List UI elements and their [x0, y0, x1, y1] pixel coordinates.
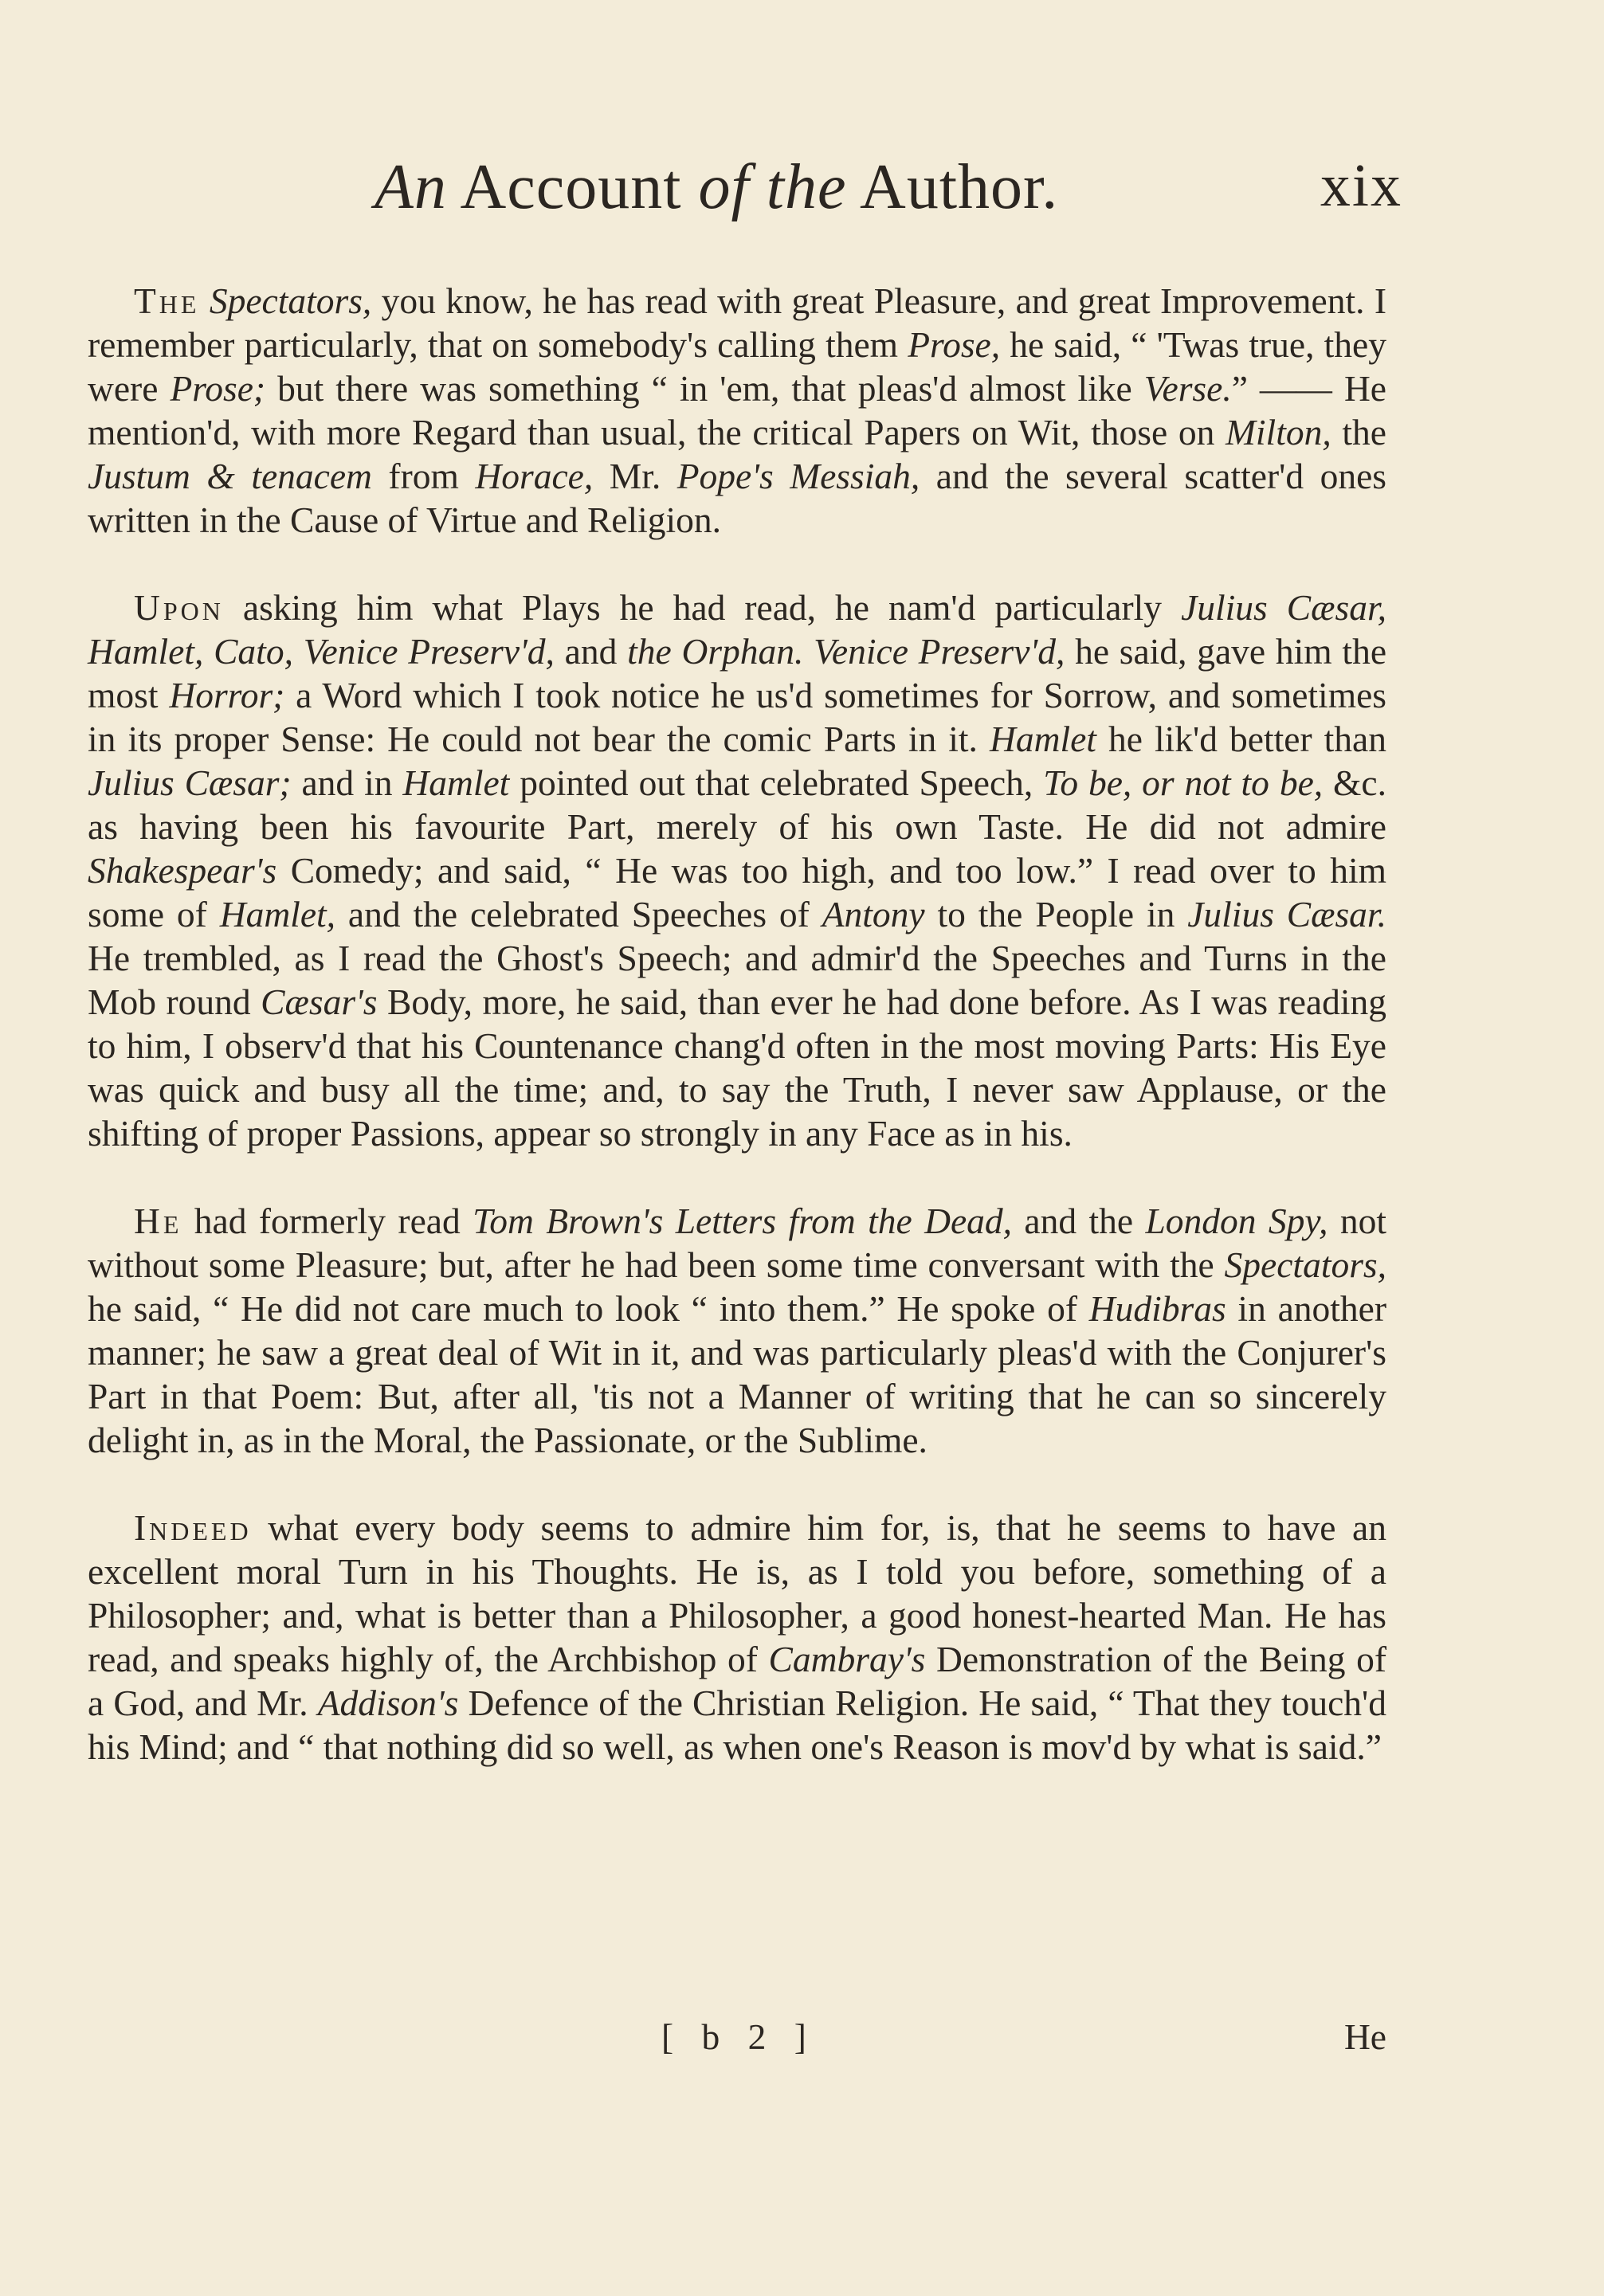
- text-run: ” —— He mention'd, with more Regard than usual, the critical Papers on Wit, those on: [88, 368, 1387, 453]
- paragraph: [88, 586, 1386, 1155]
- italic-text: Tom Brown's Letters from the Dead,: [473, 1201, 1013, 1241]
- italic-text: To be, or not to be,: [1043, 762, 1324, 803]
- body-text: [88, 279, 1386, 1812]
- paragraph: [88, 1199, 1386, 1462]
- text-run: [199, 280, 209, 321]
- text-run: He trembled, as I read the Ghost's Speech; and admir'd the Speeches and Turns in the Mob round: [88, 938, 1386, 1022]
- text-run: in another manner; he saw a great deal of Wit in it, and was particularly pleas'd with the Conjurer's Part in that Poem: But, after all, 'tis not a Manner of writing that he can so sincerely delight in, as in the Moral, the Passionate, or the Sublime.: [88, 1288, 1386, 1460]
- italic-text: Julius Cæsar, Hamlet, Cato, Venice Preserv'd,: [88, 587, 1386, 672]
- italic-text: Verse.: [1143, 368, 1232, 409]
- text-run: and the celebrated Speeches of: [335, 894, 822, 934]
- italic-text: Shakespear's: [88, 850, 277, 891]
- italic-text: Hamlet,: [219, 894, 336, 934]
- text-run: and in: [291, 762, 403, 803]
- running-title: [375, 151, 1058, 224]
- italic-text: Cæsar's: [261, 981, 378, 1022]
- text-run: Demonstration of the Being of a God, and Mr.: [88, 1639, 1386, 1723]
- running-title-account: Account: [460, 152, 682, 222]
- text-run: but there was something “ in 'em, that pleas'd almost like: [265, 368, 1144, 409]
- italic-text: Prose,: [908, 324, 1001, 365]
- running-title-author: Author.: [860, 152, 1059, 222]
- paragraph-lead-word: Indeed: [134, 1507, 252, 1548]
- italic-text: Hamlet: [402, 762, 510, 803]
- italic-text: Horace,: [475, 456, 594, 496]
- text-run: he lik'd better than: [1096, 719, 1386, 759]
- italic-text: Julius Cæsar;: [88, 762, 292, 803]
- italic-text: Pope's Messiah,: [677, 456, 920, 496]
- text-run: and: [554, 631, 628, 672]
- running-header: [375, 151, 1402, 239]
- text-run: he said, gave him the most: [88, 631, 1387, 715]
- text-run: had formerly read: [182, 1201, 473, 1241]
- paragraph: [88, 279, 1386, 542]
- text-run: &c. as having been his favourite Part, merely of his own Taste. He did not admire: [88, 762, 1387, 847]
- text-run: the: [1331, 412, 1386, 453]
- text-run: from: [371, 456, 476, 496]
- signature-mark: [ b 2 ]: [661, 2016, 816, 2057]
- italic-text: Antony: [822, 894, 925, 934]
- italic-text: Addison's: [317, 1683, 459, 1723]
- text-run: what every body seems to admire him for, is, that he seems to have an excellent moral Turn in his Thoughts. He is, as I told you before, something of a Philosopher; and, what is better than a Philosopher, a good honest-hearted Man. He has read, and speaks highly of, the Archbishop of: [88, 1507, 1386, 1679]
- text-run: Comedy; and said, “ He was too high, and too low.” I read over to him some of: [88, 850, 1386, 934]
- text-run: a Word which I took notice he us'd sometimes for Sorrow, and sometimes in its proper Sense: He could not bear the comic Parts in it.: [88, 675, 1386, 759]
- text-run: and the several scatter'd ones written in the Cause of Virtue and Religion.: [88, 456, 1386, 540]
- text-run: you know, he has read with great Pleasure, and great Improvement. I remember particularly, that on somebody's calling them: [88, 280, 1387, 365]
- text-run: pointed out that celebrated Speech,: [509, 762, 1044, 803]
- italic-text: Spectators,: [209, 280, 372, 321]
- italic-text: Justum & tenacem: [88, 456, 372, 496]
- text-run: he said, “ 'Twas true, they were: [88, 324, 1387, 409]
- page-number: xix: [1320, 152, 1402, 219]
- text-run: he said, “ He did not care much to look “ into them.” He spoke of: [88, 1288, 1089, 1329]
- italic-text: the Orphan. Venice Preserv'd,: [627, 631, 1065, 672]
- paragraph-lead-word: He: [134, 1201, 182, 1241]
- text-run: Defence of the Christian Religion. He said, “ That they touch'd his Mind; and “ that nothing did so well, as when one's Reason is mov'd by what is said.”: [88, 1683, 1386, 1767]
- paragraph-lead-word: The: [134, 280, 200, 321]
- italic-text: Hamlet: [990, 719, 1096, 759]
- text-run: to the People in: [924, 894, 1188, 934]
- italic-text: Julius Cæsar.: [1187, 894, 1386, 934]
- italic-text: Spectators,: [1224, 1244, 1386, 1285]
- text-run: asking him what Plays he had read, he nam'd particularly: [223, 587, 1182, 628]
- italic-text: Milton,: [1226, 412, 1331, 453]
- text-run: Mr.: [593, 456, 677, 496]
- text-run: and the: [1012, 1201, 1146, 1241]
- paragraph-lead-word: Upon: [134, 587, 224, 628]
- italic-text: Hudibras: [1088, 1288, 1226, 1329]
- italic-text: Prose;: [170, 368, 266, 409]
- italic-text: London Spy,: [1145, 1201, 1328, 1241]
- page-footer: [88, 2016, 1386, 2063]
- catchword: He: [1343, 2016, 1386, 2057]
- text-run: Body, more, he said, than ever he had done before. As I was reading to him, I observ'd that his Countenance chang'd often in the most moving Parts: His Eye was quick and busy all the time; and, to say the Truth, I never saw Applause, or the shifting of proper Passions, appear so strongly in any Face as in his.: [88, 981, 1387, 1154]
- running-title-of-the: of the: [698, 152, 847, 222]
- italic-text: Cambray's: [768, 1639, 926, 1679]
- italic-text: Horror;: [169, 675, 285, 715]
- running-title-an: An: [375, 152, 447, 222]
- paragraph: [88, 1506, 1386, 1769]
- text-run: not without some Pleasure; but, after he had been some time conversant with the: [88, 1201, 1386, 1285]
